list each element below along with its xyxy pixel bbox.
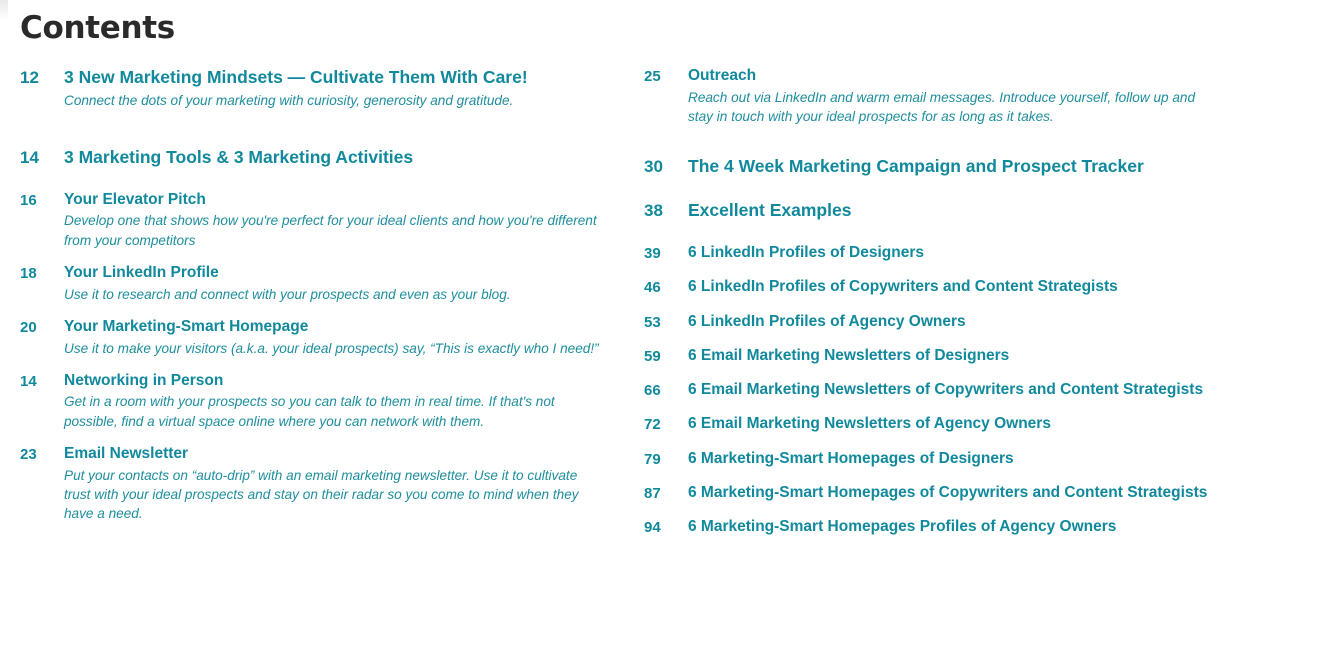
toc-page-number: 16 — [20, 191, 37, 209]
toc-entry[interactable] — [644, 277, 1220, 298]
toc-entry[interactable] — [20, 444, 600, 524]
page-title: Contents — [20, 10, 175, 46]
toc-entry-title: 6 Email Marketing Newsletters of Copywriters and Content Strategists — [688, 381, 1204, 399]
toc-entry[interactable] — [644, 449, 1220, 470]
toc-page-number: 59 — [644, 347, 661, 365]
toc-entry[interactable] — [644, 155, 1220, 179]
toc-entry-title: Your Marketing-Smart Homepage — [64, 317, 309, 335]
toc-entry-body — [688, 155, 1220, 179]
page-edge-shadow — [0, 0, 8, 20]
toc-entry[interactable] — [20, 190, 600, 250]
toc-entry-title: Email Newsletter — [64, 445, 189, 463]
toc-entry[interactable] — [644, 346, 1220, 367]
toc-entry-description: Develop one that shows how you're perfect for your ideal clients and how you're different from your competitors — [64, 213, 597, 248]
toc-entry[interactable] — [20, 263, 600, 304]
toc-entry-body — [688, 199, 1220, 223]
toc-entry-body — [688, 346, 1220, 367]
toc-entry-body — [64, 66, 600, 110]
toc-entry-body — [688, 380, 1220, 401]
toc-entry-body — [688, 243, 1220, 264]
toc-page-number: 12 — [20, 68, 39, 87]
toc-entry[interactable] — [644, 517, 1220, 538]
toc-page-number: 94 — [644, 519, 661, 537]
toc-entry-body — [64, 371, 600, 431]
toc-entry-description: Use it to research and connect with your prospects and even as your blog. — [64, 286, 511, 302]
toc-entry[interactable] — [644, 66, 1220, 126]
contents-column-right — [620, 66, 1260, 551]
toc-entry-title: 6 Email Marketing Newsletters of Agency Owners — [688, 415, 1051, 433]
toc-page-number: 38 — [644, 201, 663, 221]
toc-page-number: 39 — [644, 245, 661, 263]
toc-entry-body — [64, 190, 600, 250]
section-spacer — [20, 130, 600, 146]
toc-page-number: 53 — [644, 313, 661, 331]
contents-columns — [0, 66, 1321, 551]
toc-entry[interactable] — [20, 317, 600, 358]
toc-entry-title: Excellent Examples — [688, 200, 852, 221]
toc-entry[interactable] — [20, 371, 600, 431]
toc-entry-title: 6 Email Marketing Newsletters of Designers — [688, 346, 1010, 364]
toc-entry-description: Put your contacts on “auto-drip” with an email marketing newsletter. Use it to cultivate trust with your ideal prospects and stay on their radar so you come to mind when they have a need. — [64, 467, 579, 522]
toc-page-number: 14 — [20, 147, 39, 167]
toc-entry-body — [688, 449, 1220, 470]
toc-entry-title: 6 Marketing-Smart Homepages of Designers — [688, 449, 1014, 467]
section-spacer — [644, 139, 1220, 155]
toc-entry[interactable] — [644, 380, 1220, 401]
toc-entry-title: 3 New Marketing Mindsets — Cultivate Them With Care! — [64, 67, 528, 87]
toc-entry-title: Your LinkedIn Profile — [64, 264, 219, 282]
toc-entry[interactable] — [644, 414, 1220, 435]
toc-page-number: 18 — [20, 265, 37, 283]
toc-entry-title: 6 Marketing-Smart Homepages of Copywriters and Content Strategists — [688, 483, 1208, 501]
toc-entry-body — [688, 414, 1220, 435]
contents-column-left — [0, 66, 620, 551]
toc-page-number: 14 — [20, 372, 37, 390]
toc-entry[interactable] — [644, 312, 1220, 333]
toc-entry-title: 6 LinkedIn Profiles of Designers — [688, 244, 925, 262]
toc-entry-title: Your Elevator Pitch — [64, 190, 206, 208]
toc-entry[interactable] — [20, 146, 600, 170]
toc-page-number: 79 — [644, 450, 661, 468]
toc-entry[interactable] — [644, 199, 1220, 223]
toc-entry-body — [688, 66, 1220, 126]
toc-entry-body — [64, 444, 600, 524]
toc-entry-body — [688, 277, 1220, 298]
toc-entry[interactable] — [20, 66, 600, 110]
toc-page-number: 72 — [644, 416, 661, 434]
toc-entry-title: 3 Marketing Tools & 3 Marketing Activities — [64, 146, 414, 167]
toc-page-number: 46 — [644, 279, 661, 297]
toc-entry-body — [688, 517, 1220, 538]
toc-entry-description: Connect the dots of your marketing with curiosity, generosity and gratitude. — [64, 92, 514, 108]
toc-page-number: 25 — [644, 68, 661, 85]
toc-page-number: 66 — [644, 382, 661, 400]
toc-page-number: 87 — [644, 484, 661, 502]
toc-entry-title: 6 LinkedIn Profiles of Copywriters and Content Strategists — [688, 278, 1118, 296]
toc-entry-description: Reach out via LinkedIn and warm email messages. Introduce yourself, follow up and stay in touch with your ideal prospects for as long as it takes. — [688, 89, 1196, 124]
toc-entry-body — [64, 263, 600, 304]
toc-entry-description: Get in a room with your prospects so you can talk to them in real time. If that's not possible, find a virtual space online where you can network with them. — [64, 394, 555, 429]
toc-page-number: 30 — [644, 157, 663, 177]
toc-entry-title: Outreach — [688, 67, 757, 84]
toc-page-number: 23 — [20, 446, 37, 464]
toc-entry-title: Networking in Person — [64, 371, 224, 389]
toc-entry-body — [64, 317, 600, 358]
toc-entry[interactable] — [644, 483, 1220, 504]
toc-entry-title: 6 LinkedIn Profiles of Agency Owners — [688, 312, 966, 330]
toc-entry-body — [688, 483, 1220, 504]
toc-entry-description: Use it to make your visitors (a.k.a. your ideal prospects) say, “This is exactly who I need!” — [64, 340, 599, 356]
toc-page-number: 20 — [20, 318, 37, 336]
toc-entry-title: 6 Marketing-Smart Homepages Profiles of Agency Owners — [688, 518, 1117, 536]
toc-entry-title: The 4 Week Marketing Campaign and Prospect Tracker — [688, 156, 1144, 177]
toc-entry-body — [64, 146, 600, 170]
toc-entry[interactable] — [644, 243, 1220, 264]
toc-entry-body — [688, 312, 1220, 333]
